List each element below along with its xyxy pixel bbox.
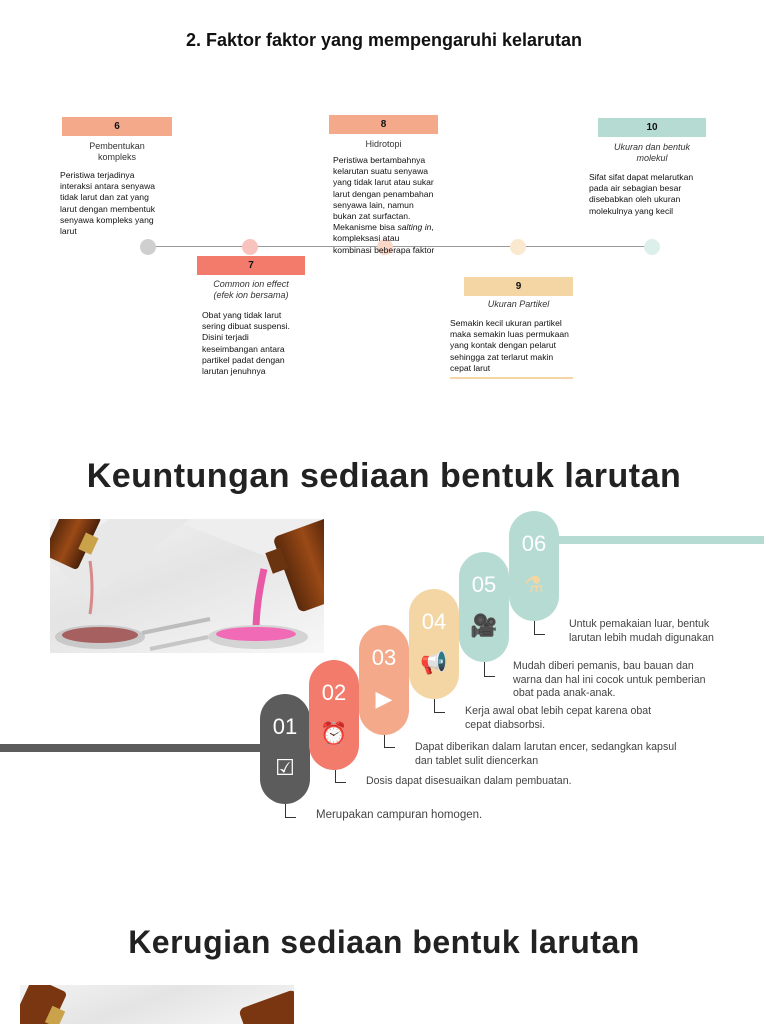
factor-10-subtitle: Ukuran dan bentuk molekul xyxy=(613,142,691,163)
step-05-caption: Mudah diberi pemanis, bau bauan dan warna dan hal ini cocok untuk pemberian obat pada anak-anak. xyxy=(513,660,706,699)
steps-line-right xyxy=(556,536,764,544)
medicine-spoon-photo-2 xyxy=(20,985,294,1024)
factor-9-badge: 9 xyxy=(464,277,573,296)
step-03-connector xyxy=(384,735,395,748)
step-06-caption: Untuk pemakaian luar, bentuk larutan lebih mudah digunakan xyxy=(569,618,714,644)
step-06-connector xyxy=(534,621,545,635)
mortar-pestle-icon: ⚗ xyxy=(524,572,544,597)
timeline-dot-7 xyxy=(242,239,258,255)
step-04-connector xyxy=(434,699,445,713)
section3-title: Kerugian sediaan bentuk larutan xyxy=(128,924,640,960)
medicine-bottle-illustration xyxy=(20,985,294,1024)
factor-6-badge: 6 xyxy=(62,117,172,136)
section2-title: Keuntungan sediaan bentuk larutan xyxy=(86,457,682,495)
checkbox-icon: ☑ xyxy=(275,755,295,780)
factor-7-body: Obat yang tidak larut sering dibuat suspensi. Disini terjadi keseimbangan antara partikel padat dengan larutan jenuhnya xyxy=(202,310,290,377)
video-camera-icon: 🎥 xyxy=(470,613,498,638)
step-02-caption: Dosis dapat disesuaikan dalam pembuatan. xyxy=(366,775,572,787)
timeline-dot-9 xyxy=(510,239,526,255)
factor-7-subtitle: Common ion effect (efek ion bersama) xyxy=(213,279,289,300)
factor-6-body: Peristiwa terjadinya interaksi antara senyawa tidak larut dan zat yang larut dengan membentuk senyawa kompleks yang larut xyxy=(60,170,156,237)
medicine-spoon-photo xyxy=(50,519,324,653)
video-play-icon: ▶ xyxy=(375,686,393,711)
step-02-pill: 02 ⏰ xyxy=(309,660,359,770)
timeline-dot-10 xyxy=(644,239,660,255)
factor-10-body: Sifat sifat dapat melarutkan pada air sebagian besar disebabkan oleh ukuran molekulnya yang kecil xyxy=(589,172,694,216)
factor-6-subtitle: Pembentukan kompleks xyxy=(89,141,145,162)
step-04-pill: 04 📢 xyxy=(409,589,459,699)
step-05-connector xyxy=(484,662,495,677)
factor-9-body: Semakin kecil ukuran partikel maka semakin luas permukaan yang kontak dengan pelarut sehingga zat terlarut makin cepat larut xyxy=(450,318,569,373)
section1-title: 2. Faktor faktor yang mempengaruhi kelarutan xyxy=(185,30,583,50)
factor-8-subtitle: Hidrotopi xyxy=(365,139,402,149)
step-01-caption: Merupakan campuran homogen. xyxy=(316,809,483,821)
step-06-pill: 06 ⚗ xyxy=(509,511,559,621)
factor-8-body: Peristiwa bertambahnya kelarutan suatu senyawa yang tidak larut atau sukar larut dengan penambahan senyawa lain, namun bukan zat surfactan. Mekanisme bisa salting in, kompleksasi atau kombinasi beberapa faktor xyxy=(333,155,435,255)
step-02-connector xyxy=(335,770,346,783)
step-03-pill: 03 ▶ xyxy=(359,625,409,735)
step-04-caption: Kerja awal obat lebih cepat karena obat cepat diabsorbsi. xyxy=(465,705,652,731)
steps-line-left xyxy=(0,744,262,752)
megaphone-icon: 📢 xyxy=(420,650,448,675)
factor-9-underline xyxy=(450,377,573,379)
factor-10-badge: 10 xyxy=(598,118,706,137)
step-01-pill: 01 ☑ xyxy=(260,694,310,804)
step-01-connector xyxy=(285,804,296,818)
factor-8-badge: 8 xyxy=(329,115,438,134)
step-05-pill: 05 🎥 xyxy=(459,552,509,662)
factor-9-subtitle: Ukuran Partikel xyxy=(487,299,550,309)
alarm-clock-icon: ⏰ xyxy=(320,721,348,746)
medicine-spoon-illustration xyxy=(50,519,324,653)
factor-7-badge: 7 xyxy=(197,256,305,275)
step-03-caption: Dapat diberikan dalam larutan encer, sedangkan kapsul dan tablet sulit diencerkan xyxy=(415,741,677,767)
timeline-dot-6 xyxy=(140,239,156,255)
